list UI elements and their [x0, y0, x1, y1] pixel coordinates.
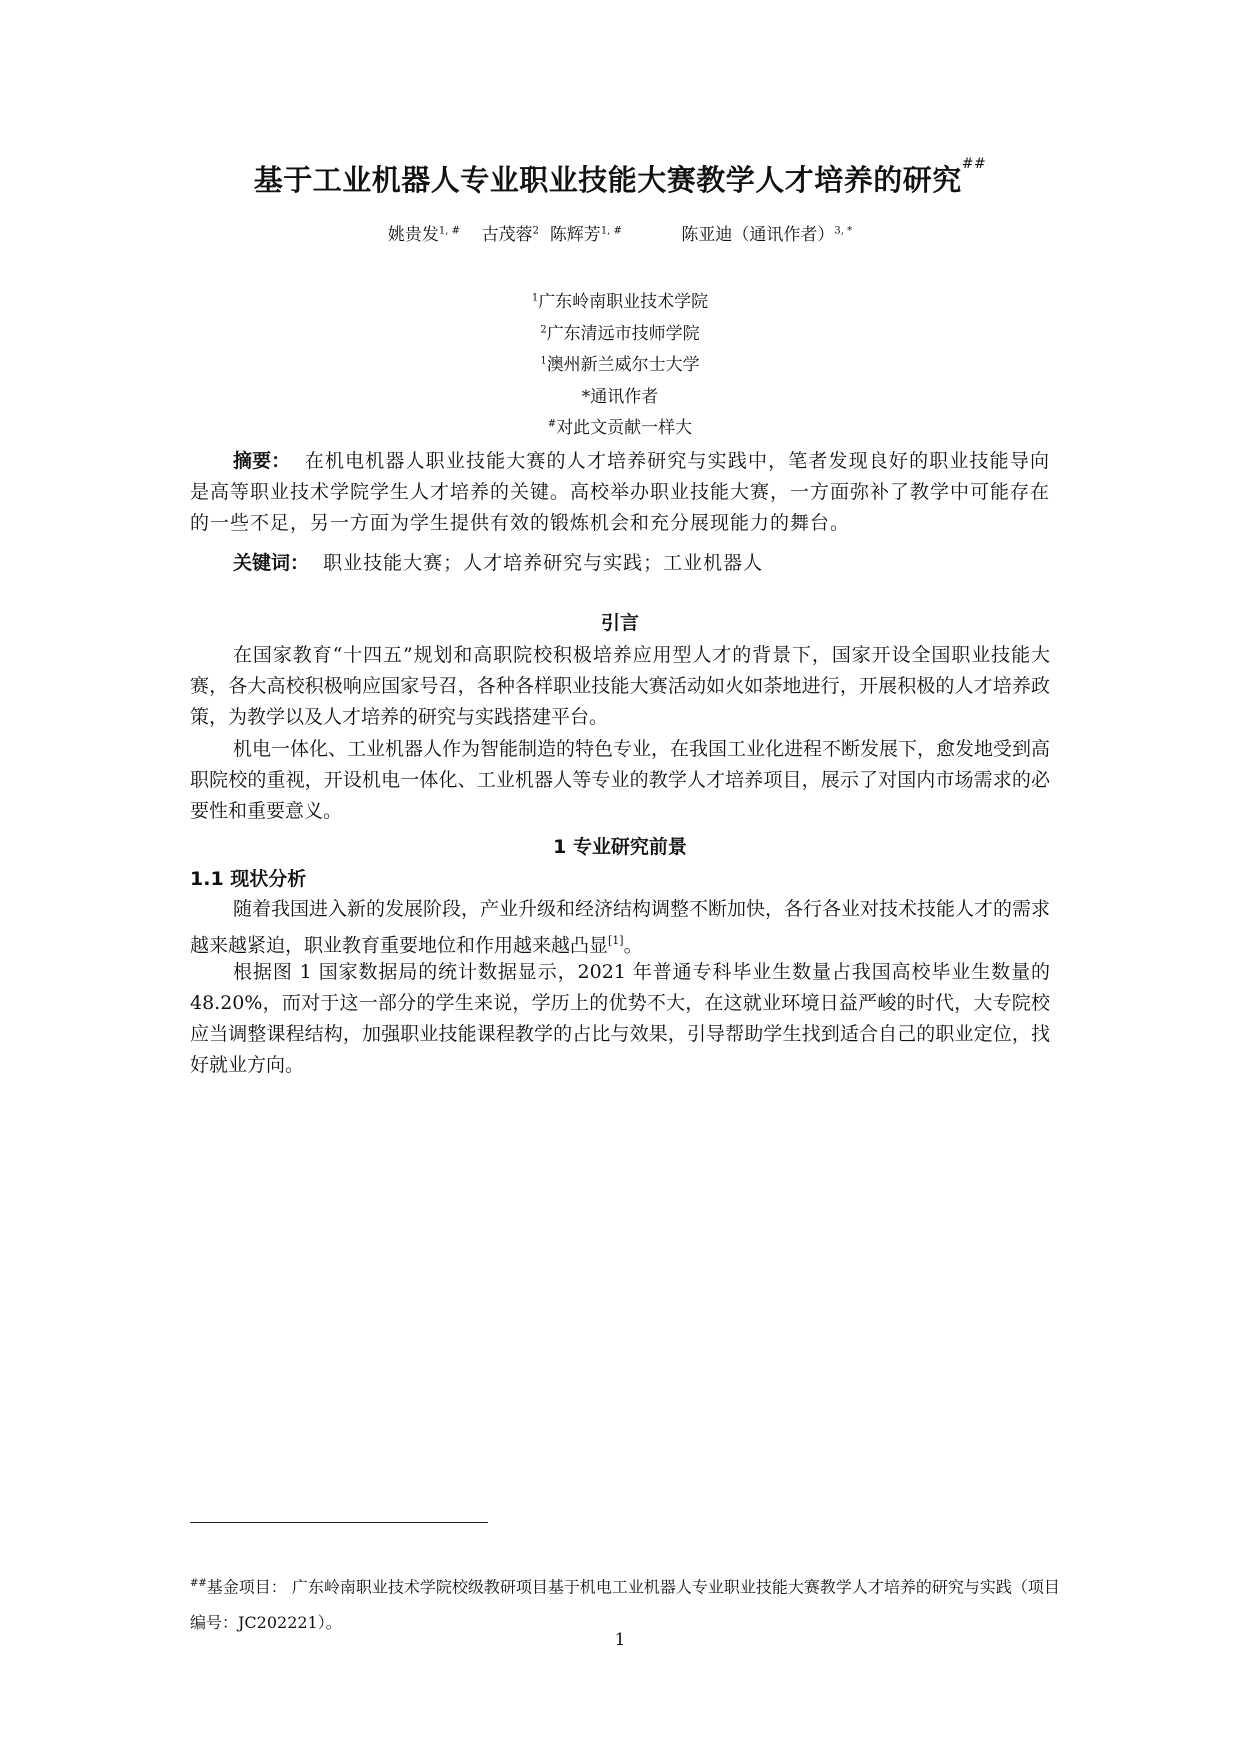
author-name: 陈辉芳	[549, 225, 601, 245]
affiliation-text: *通讯作者	[581, 387, 659, 407]
citation-link[interactable]: [1]	[608, 934, 624, 947]
affiliation	[0, 382, 1240, 407]
affiliation-mark: 1	[540, 355, 547, 367]
footnote-text: 基金项目： 广东岭南职业技术学院校级教研项目基于机电工业机器人专业职业技能大赛教学人才培养的研究与实践（项目编号：JC202221）。	[190, 1577, 1060, 1633]
intro-paragraph: 在国家教育“十四五”规划和高职院校积极培养应用型人才的背景下，国家开设全国职业技能大赛，各大高校积极响应国家号召，各种各样职业技能大赛活动如火如荼地进行，开展积极的人才培养政策，为教学以及人才培养的研究与实践搭建平台。	[190, 644, 1050, 728]
abstract-label: 摘要：	[233, 450, 291, 472]
paper-title-text: 基于工业机器人专业职业技能大赛教学人才培养的研究	[253, 163, 962, 197]
abstract-text: 在机电机器人职业技能大赛的人才培养研究与实践中，笔者发现良好的职业技能导向是高等职业技术学院学生人才培养的关键。高校举办职业技能大赛，一方面弥补了教学中可能存在的一些不足，另一方面为学生提供有效的锻炼机会和充分展现能力的舞台。	[190, 450, 1051, 534]
affiliation-text: 对此文贡献一样大	[556, 418, 693, 438]
abstract	[190, 446, 1050, 539]
paper-title	[0, 158, 1240, 199]
section-heading: 1 专业研究前景	[553, 836, 687, 858]
author-name: 姚贵发	[387, 225, 439, 245]
author-sup: 1, #	[600, 225, 622, 237]
footnote-divider	[190, 1522, 488, 1523]
affiliation-mark: 1	[531, 292, 539, 304]
author-sup: 3, *	[834, 225, 853, 237]
keywords	[190, 548, 1050, 579]
affiliation	[0, 413, 1240, 438]
author-sup: 2	[532, 225, 539, 237]
affiliation	[0, 350, 1240, 375]
body-text: 。	[623, 934, 643, 957]
title-mark: ##	[961, 156, 987, 172]
intro-paragraph: 机电一体化、工业机器人作为智能制造的特色专业，在我国工业化进程不断发展下，愈发地受到高职院校的重视，开设机电一体化、工业机器人等专业的教学人才培养项目，展示了对国内市场需求的必要性和重要意义。	[190, 738, 1051, 822]
keywords-text: 职业技能大赛；人才培养研究与实践；工业机器人	[323, 552, 764, 574]
affiliation-text: 广东清远市技师学院	[546, 324, 700, 344]
author-name: 古茂蓉	[481, 225, 533, 245]
page-number: 1	[614, 1630, 626, 1650]
body-paragraph	[190, 894, 1050, 961]
subsection-heading: 1.1 现状分析	[190, 868, 307, 890]
affiliation-mark: #	[547, 418, 557, 430]
intro-heading: 引言	[600, 612, 639, 634]
author-sup: 1, #	[438, 225, 460, 237]
affiliation-text: 广东岭南职业技术学院	[538, 292, 709, 312]
body-text: 随着我国进入新的发展阶段，产业升级和经济结构调整不断加快，各行各业对技术技能人才的需求越来越紧迫，职业教育重要地位和作用越来越凸显	[190, 898, 1051, 957]
body-paragraph: 根据图 1 国家数据局的统计数据显示，2021 年普通专科毕业生数量占我国高校毕业生数量的 48.20%，而对于这一部分的学生来说，学历上的优势不大，在这就业环境日益严峻的时代，大专院校应当调整课程结构，加强职业技能课程教学的占比与效果，引导帮助学生找到适合自己的职业定位，找好就业方向。	[190, 961, 1050, 1076]
author-line	[0, 220, 1240, 245]
affiliation-text: 澳州新兰威尔士大学	[546, 355, 700, 375]
affiliation	[0, 287, 1240, 312]
author-name: 陈亚迪（通讯作者）	[681, 225, 835, 245]
footnote-mark: ##	[190, 1578, 207, 1589]
affiliation	[0, 319, 1240, 344]
keywords-label: 关键词：	[233, 552, 310, 574]
affiliation-mark: 2	[540, 324, 547, 336]
